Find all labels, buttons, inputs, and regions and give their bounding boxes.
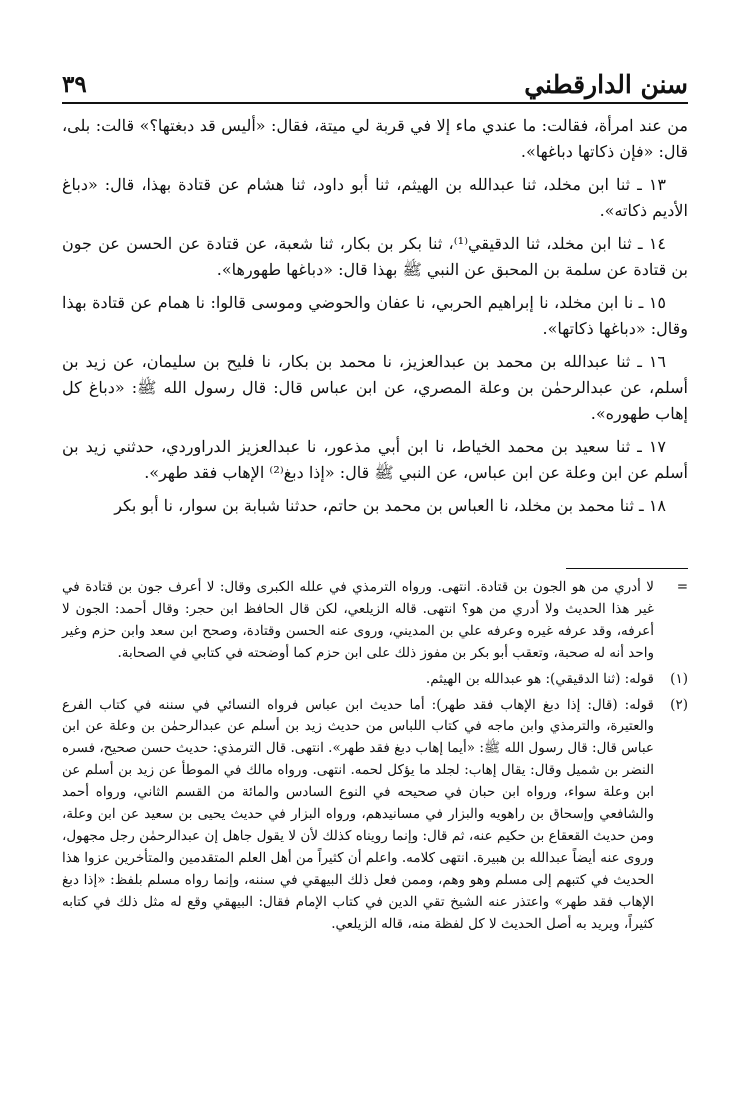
footnote-marker: (٢) <box>670 696 688 713</box>
footnote-marker: (١) <box>670 670 688 687</box>
footnote-text: لا أدري من هو الجون بن قتادة. انتهى. ورواه الترمذي في علله الكبرى وقال: لا أعرف جون بن قتادة في غير هذا الحديث ولا أدري من هو؟ انتهى. قاله الزيلعي، لكن قال الحافظ ابن حجر: وقال أحمد: الجون لا أعرفه، وقد عرفه غيره وعرفه علي بن المديني، وروى عنه الحسن وقتادة، وصحح ابن سعد وابن حزم وغير واحد أنه له صحبة، وتعقب أبو بكر بن مفوز ذلك على ابن حزم كما أوضحته في كتابي في الصحابة. <box>62 579 654 661</box>
hadith-paragraph: ١٤ ـ ثنا ابن مخلد، ثنا الدقيقي⁽¹⁾، ثنا بكر بن بكار، ثنا شعبة، عن قتادة عن الحسن عن جون بن قتادة عن سلمة بن المحبق عن النبي ﷺ بهذا قال: «دباغها طهورها». <box>62 233 688 280</box>
footnote-2 <box>62 695 688 936</box>
footnote-continuation <box>62 577 688 665</box>
page-number: ٣٩ <box>62 71 87 98</box>
book-title: سنن الدارقطني <box>524 70 688 99</box>
hadith-paragraph: ١٣ ـ ثنا ابن مخلد، ثنا عبدالله بن الهيثم، ثنا أبو داود، ثنا هشام عن قتادة بهذا، قال: «دباغ الأديم ذكاته». <box>62 174 688 221</box>
footnote-separator <box>566 568 688 569</box>
hadith-paragraph: ١٥ ـ نا ابن مخلد، نا إبراهيم الحربي، نا عفان والحوضي وموسى قالوا: نا همام عن قتادة بهذا وقال: «دباغها ذكاتها». <box>62 292 688 338</box>
page-header <box>62 62 688 104</box>
footnotes <box>62 577 688 936</box>
hadith-paragraph: ١٨ ـ ثنا محمد بن مخلد، نا العباس بن محمد بن حاتم، حدثنا شبابة بن سوار، نا أبو بكر <box>114 495 666 515</box>
footnote-text: قوله: (قال: إذا دبغ الإهاب فقد طهر): أما حديث ابن عباس فرواه النسائي في سننه في كتاب الفرع والعتيرة، والترمذي وابن ماجه في كتاب اللباس من حديث زيد بن أسلم عن عبدالرحمٰن بن وعلة عن ابن عباس قال: قال رسول الله ﷺ: «أيما إهاب دبغ فقد طهر». انتهى. قال الترمذي: حديث حسن صحيح، فسره النضر بن شميل وقال: يقال إهاب: لجلد ما يؤكل لحمه. انتهى. ورواه مالك في الموطأ عن زيد بن أسلم عن ابن وعلة سواء، ورواه ابن حبان في صحيحه في النوع السادس والمائة من القسم الثاني، ورواه أحمد والشافعي وإسحاق بن راهويه والبزار في مسانيدهم، ورواه البزار في حديث يحيى بن سعيد عن ابن وعلة، ومن حديث القعقاع بن حكيم عنه، ثم قال: وإنما رويناه كذلك لأن لا يقول جاهل إن عبدالرحمٰن رجل مجهول، وروى عنه أيضاً عبدالله بن هبيرة. انتهى كلامه. واعلم أن كثيراً من أهل العلم المتقدمين والمتأخرين عزوا هذا الحديث في كتبهم إلى مسلم وهو وهم، وممن فعل ذلك البيهقي في سننه، وإنما رواه مسلم بلفظ: «إذا دبغ الإهاب فقد طهر» واعتذر عنه الشيخ تقي الدين في كتاب الإمام فقال: البيهقي وقع له مثل ذلك في كتابه كثيراً، ويريد به أصل الحديث لا كل لفظة منه، قاله الزيلعي. <box>62 696 654 932</box>
footnote-1 <box>62 669 688 691</box>
hadith-paragraph: من عند امرأة، فقالت: ما عندي ماء إلا في قربة لي ميتة، فقال: «أليس قد دبغتها؟» قالت: بلى، قال: «فإن ذكاتها دباغها». <box>62 116 688 162</box>
footnote-text: قوله: (ثنا الدقيقي): هو عبدالله بن الهيثم. <box>425 670 654 687</box>
hadith-paragraph: ١٦ ـ ثنا عبدالله بن محمد بن عبدالعزيز، نا محمد بن بكار، نا فليح بن سليمان، عن زيد بن أسلم، عن عبدالرحمٰن بن وعلة المصري، عن ابن عباس قال: قال رسول الله ﷺ: «دباغ كل إهاب طهوره». <box>62 351 688 424</box>
footnote-marker: = <box>676 579 688 595</box>
hadith-paragraph: ١٧ ـ ثنا سعيد بن محمد الخياط، نا ابن أبي مذعور، نا عبدالعزيز الدراوردي، حدثني زيد بن أسلم عن ابن وعلة عن ابن عباس، عن النبي ﷺ قال: «إذا دبغ⁽²⁾ الإهاب فقد طهر». <box>62 436 688 482</box>
main-text <box>62 113 688 525</box>
